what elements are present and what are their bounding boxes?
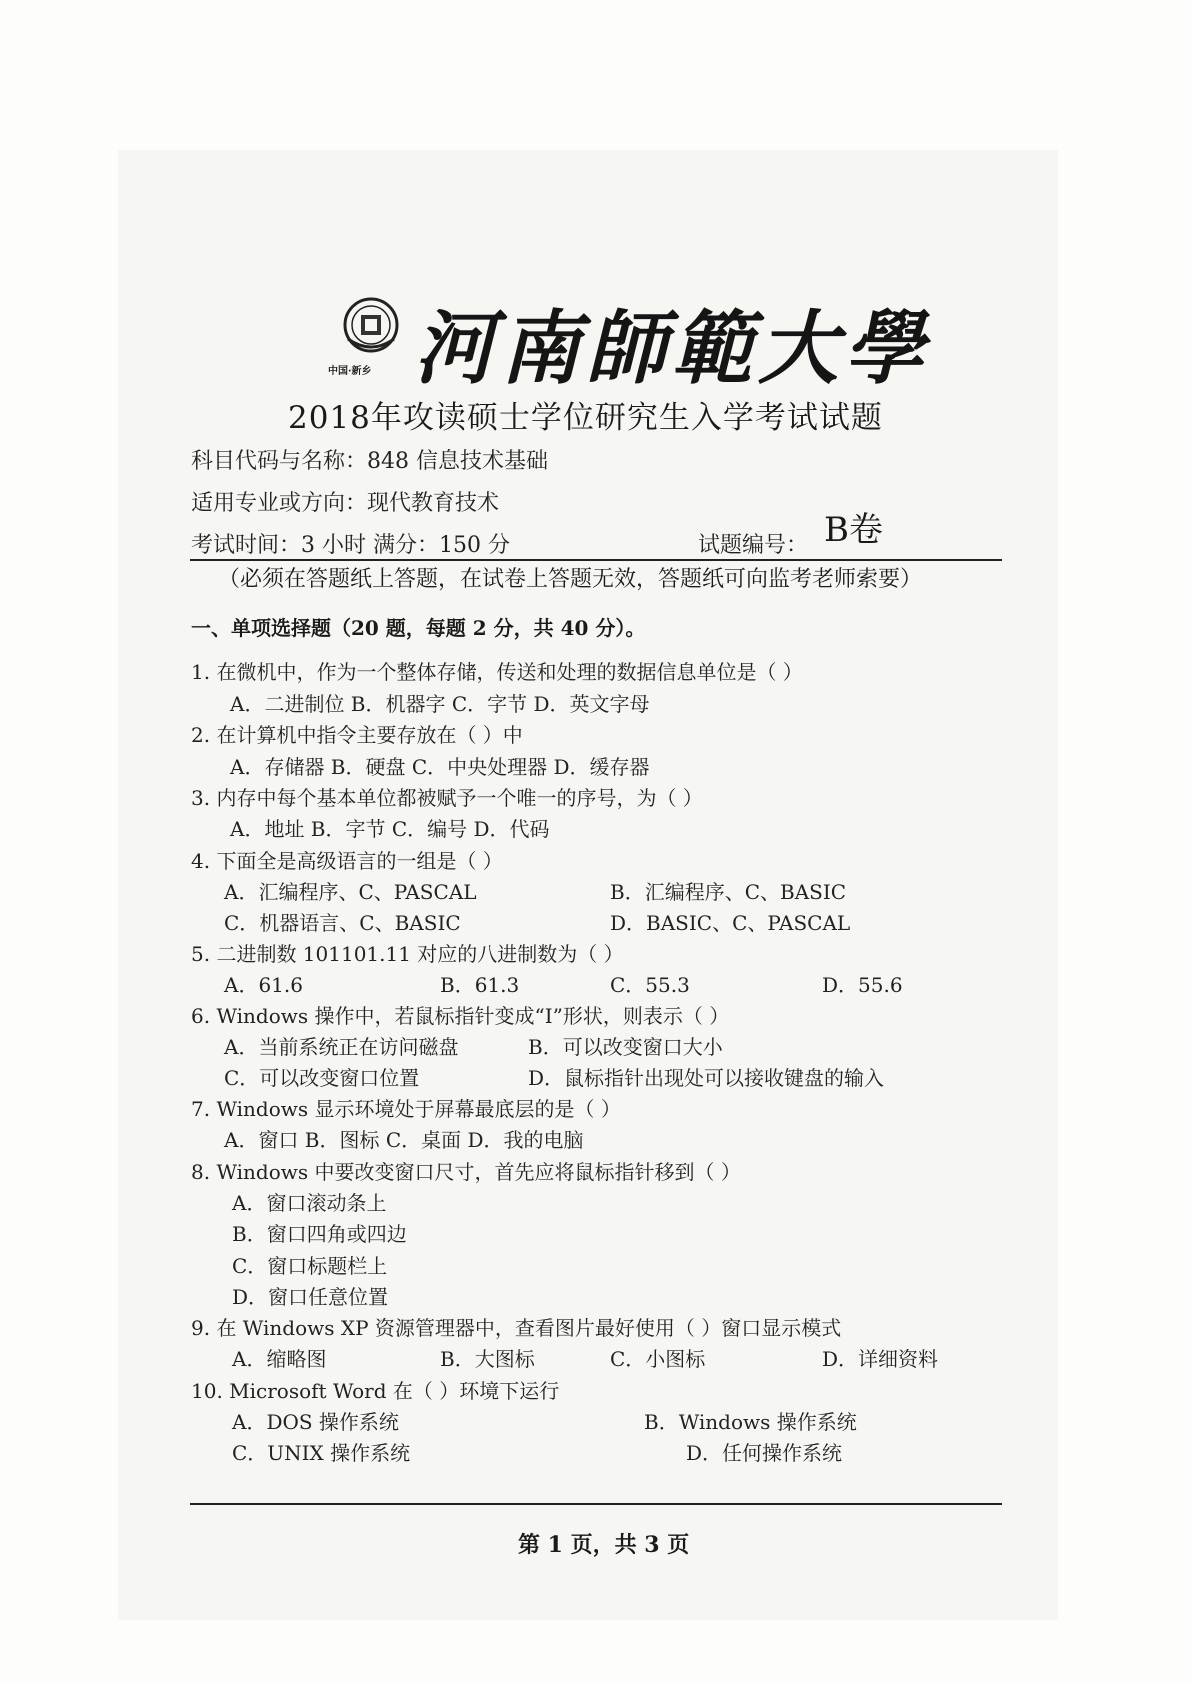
question-2-options: A．存储器 B．硬盘 C．中央处理器 D．缓存器 xyxy=(230,755,650,779)
question-4-option-c: C．机器语言、C、BASIC xyxy=(224,911,461,935)
question-5: 5. 二进制数 101101.11 对应的八进制数为（ ） xyxy=(191,942,624,966)
question-8-option-d: D．窗口任意位置 xyxy=(232,1285,389,1309)
question-9-option-b: B．大图标 xyxy=(440,1347,535,1371)
question-8: 8. Windows 中要改变窗口尺寸，首先应将鼠标指针移到（ ） xyxy=(191,1160,741,1184)
question-1: 1. 在微机中，作为一个整体存储，传送和处理的数据信息单位是（ ） xyxy=(191,660,803,684)
major-line: 适用专业或方向：现代教育技术 xyxy=(191,491,500,516)
question-6: 6. Windows 操作中，若鼠标指针变成“I”形状，则表示（ ） xyxy=(191,1004,730,1028)
question-5-option-d: D．55.6 xyxy=(822,973,903,997)
paper-number-label: 试题编号： xyxy=(698,533,809,558)
question-10-option-c: C．UNIX 操作系统 xyxy=(232,1441,411,1465)
question-1-options: A．二进制位 B．机器字 C．字节 D．英文字母 xyxy=(230,692,650,716)
question-10-option-d: D．任何操作系统 xyxy=(686,1441,843,1465)
answer-notice: （必须在答题纸上答题，在试卷上答题无效，答题纸可向监考老师索要） xyxy=(218,567,923,592)
header-divider xyxy=(190,559,1002,561)
exam-title: 2018年攻读硕士学位研究生入学考试试题 xyxy=(288,400,883,436)
question-8-option-a: A．窗口滚动条上 xyxy=(232,1191,387,1215)
question-6-option-a: A．当前系统正在访问磁盘 xyxy=(224,1035,459,1059)
time-score-line: 考试时间：3 小时 满分：150 分 xyxy=(191,533,510,558)
question-8-option-c: C．窗口标题栏上 xyxy=(232,1254,388,1278)
question-5-option-a: A．61.6 xyxy=(224,973,303,997)
question-8-option-b: B．窗口四角或四边 xyxy=(232,1222,407,1246)
question-7-options: A．窗口 B．图标 C．桌面 D．我的电脑 xyxy=(224,1128,584,1152)
university-name-logo: 河南師範大學 xyxy=(414,301,930,395)
question-2: 2. 在计算机中指令主要存放在（ ）中 xyxy=(191,723,523,747)
question-10-option-a: A．DOS 操作系统 xyxy=(232,1410,399,1434)
question-9: 9. 在 Windows XP 资源管理器中，查看图片最好使用（ ）窗口显示模式 xyxy=(191,1316,842,1340)
question-5-option-b: B．61.3 xyxy=(440,973,520,997)
question-4-option-b: B．汇编程序、C、BASIC xyxy=(610,880,847,904)
question-9-option-d: D．详细资料 xyxy=(822,1347,939,1371)
question-10-option-b: B．Windows 操作系统 xyxy=(644,1410,857,1434)
emblem-caption: 中国·新乡 xyxy=(328,366,372,377)
question-3-options: A．地址 B．字节 C．编号 D．代码 xyxy=(230,817,550,841)
question-4-option-a: A．汇编程序、C、PASCAL xyxy=(224,880,477,904)
question-4-option-d: D．BASIC、C、PASCAL xyxy=(610,911,851,935)
paper-number-value: B卷 xyxy=(824,510,883,550)
subject-line: 科目代码与名称：848 信息技术基础 xyxy=(191,449,548,474)
question-3: 3. 内存中每个基本单位都被赋予一个唯一的序号，为（ ） xyxy=(191,786,703,810)
footer-divider xyxy=(190,1503,1002,1505)
question-9-option-a: A．缩略图 xyxy=(232,1347,327,1371)
question-7: 7. Windows 显示环境处于屏幕最底层的是（ ） xyxy=(191,1097,621,1121)
question-6-option-c: C．可以改变窗口位置 xyxy=(224,1066,420,1090)
question-5-option-c: C．55.3 xyxy=(610,973,690,997)
question-6-option-d: D．鼠标指针出现处可以接收键盘的输入 xyxy=(528,1066,885,1090)
page-number: 第 1 页，共 3 页 xyxy=(518,1532,690,1558)
section-title: 一、单项选择题（20 题，每题 2 分，共 40 分）。 xyxy=(191,616,646,640)
question-4: 4. 下面全是高级语言的一组是（ ） xyxy=(191,849,503,873)
question-6-option-b: B．可以改变窗口大小 xyxy=(528,1035,723,1059)
question-10: 10. Microsoft Word 在（ ）环境下运行 xyxy=(191,1379,560,1403)
question-9-option-c: C．小图标 xyxy=(610,1347,706,1371)
